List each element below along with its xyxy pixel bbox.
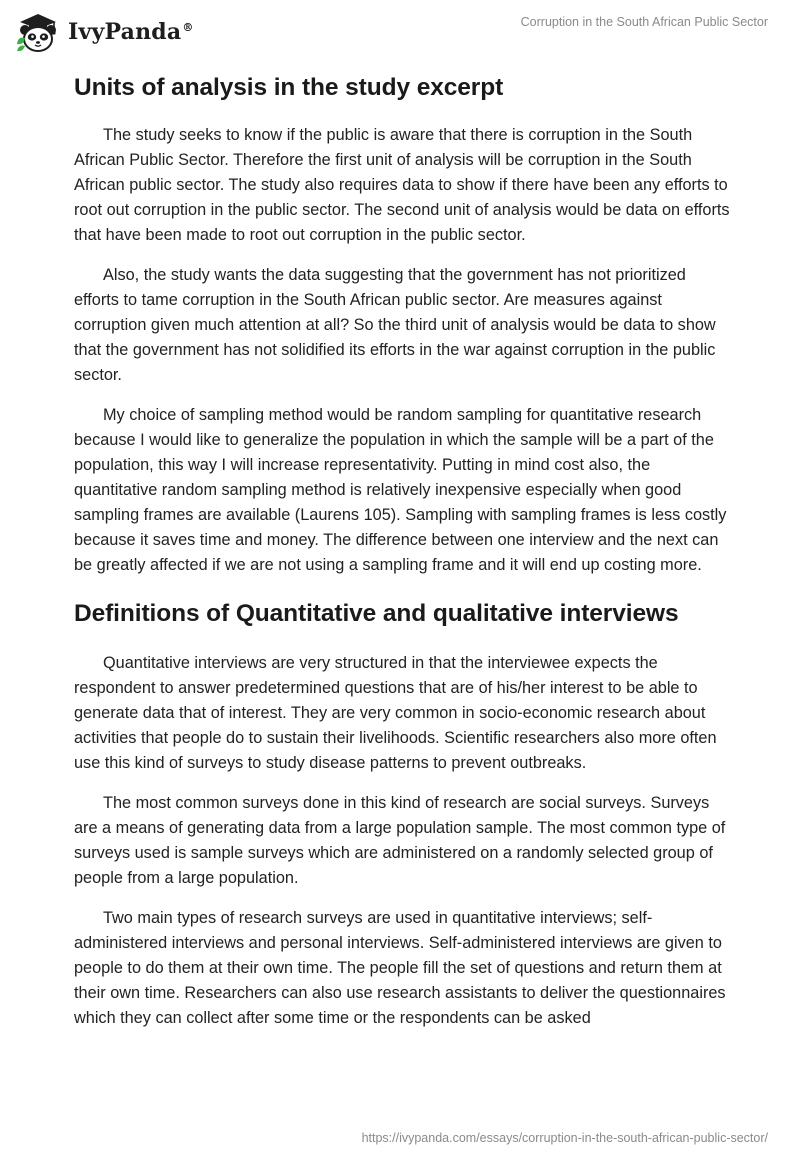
paragraph: The study seeks to know if the public is aware that there is corruption in the South African Public Sector. Therefore the first unit of analysis will be corruption in the South African public sector. The study also requires data to show if there have been any efforts to root out corruption in the public sector. The second unit of analysis would be data on efforts that have been made to root out corruption in the public sector. <box>74 126 730 244</box>
brand-logo[interactable] <box>14 8 194 56</box>
registered-mark: ® <box>182 20 194 34</box>
page-header <box>0 0 800 64</box>
paragraph: Also, the study wants the data suggesting that the government has not prioritized efforts to tame corruption in the South African public sector. Are measures against corruption given much attention at all? So the third unit of analysis would be data to show that the government has not solidified its efforts in the war against corruption in the public sector. <box>74 266 716 384</box>
paragraph: Quantitative interviews are very structured in that the interviewee expects the respondent to answer predetermined questions that are of his/her interest to be able to generate data that of interest. They are very common in socio-economic research about activities that people do to sustain their livelihoods. Scientific researchers also more often use this kind of surveys to study disease patterns to prevent outbreaks. <box>74 654 717 772</box>
source-url[interactable]: https://ivypanda.com/essays/corruption-in-the-south-african-public-sector/ <box>361 1131 768 1145</box>
paragraph: Two main types of research surveys are used in quantitative interviews; self-administered interviews and personal interviews. Self-administered interviews are given to people to do them at their own time. The people fill the set of questions and return them at their own time. Researchers can also use research assistants to deliver the questionnaires which they can collect after some time or the respondents can be asked <box>74 909 726 1027</box>
running-title: Corruption in the South African Public Sector <box>520 15 768 29</box>
paragraph: The most common surveys done in this kind of research are social surveys. Surveys are a means of generating data from a large population sample. The most common type of surveys used is sample surveys which are administered on a randomly selected group of people from a large population. <box>74 794 726 887</box>
section-heading-units-of-analysis: Units of analysis in the study excerpt <box>74 74 504 101</box>
section-heading-interview-definitions: Definitions of Quantitative and qualitative interviews <box>74 600 679 627</box>
brand-name: IvyPanda® <box>68 19 194 45</box>
panda-graduate-icon <box>14 8 62 56</box>
paragraph: My choice of sampling method would be random sampling for quantitative research because I would like to generalize the population in which the sample will be a part of the population, this way I will increase representativity. Putting in mind cost also, the quantitative random sampling method is relatively inexpensive especially when good sampling frames are available (Laurens 105). Sampling with sampling frames is less costly because it saves time and money. The difference between one interview and the next can be greatly affected if we are not using a sampling frame and it will end up costing more. <box>74 406 727 574</box>
article-body <box>74 72 734 1031</box>
